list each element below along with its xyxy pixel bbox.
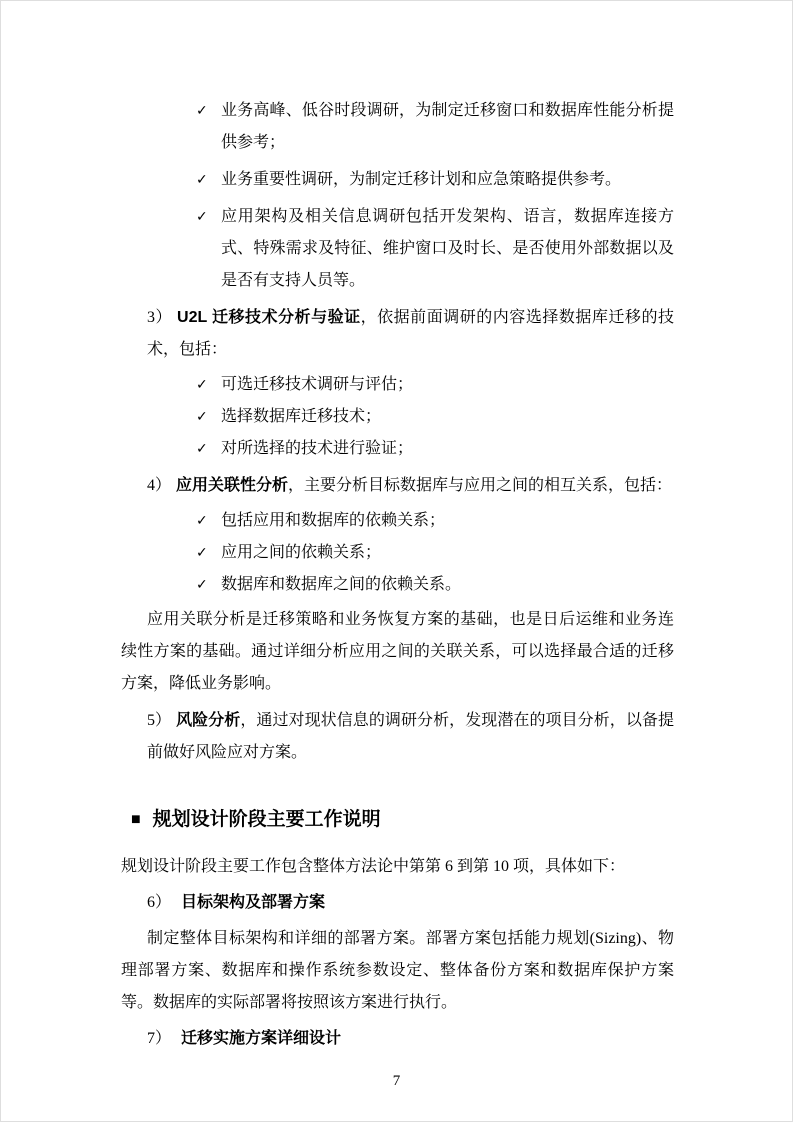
list-item-text: 包括应用和数据库的依赖关系；	[221, 512, 446, 529]
list-item-text: 应用之间的依赖关系；	[221, 544, 382, 561]
item-number: 4）	[147, 477, 172, 494]
list-item-text: 对所选择的技术进行验证；	[221, 440, 414, 457]
item-4-bullet-list	[121, 505, 674, 601]
survey-bullet-list	[121, 95, 674, 297]
section-heading	[121, 805, 674, 835]
square-bullet-icon: ■	[131, 811, 141, 828]
list-item	[121, 201, 674, 297]
item-title: 风险分析	[176, 712, 241, 729]
numbered-item-5	[121, 705, 674, 769]
list-item-text: 应用架构及相关信息调研包括开发架构、语言，数据库连接方式、特殊需求及特征、维护窗口及时长、是否使用外部数据以及是否有支持人员等。	[221, 208, 674, 289]
association-analysis-paragraph: 应用关联分析是迁移策略和业务恢复方案的基础，也是日后运维和业务连续性方案的基础。通过详细分析应用之间的关联关系，可以选择最合适的迁移方案，降低业务影响。	[121, 611, 674, 692]
item-title: 目标架构及部署方案	[181, 894, 326, 911]
checkmark-icon: ✓	[196, 209, 208, 225]
item-text: ，依据前面调研的内容选择数据库迁移的技术，包括：	[147, 309, 674, 358]
list-item-text: 可选迁移技术调研与评估；	[221, 376, 414, 393]
item-title: U2L 迁移技术分析与验证	[177, 309, 361, 326]
page-number: 7	[392, 1073, 401, 1089]
list-item	[121, 164, 674, 196]
item-3-bullet-list	[121, 369, 674, 465]
section-heading-text: 规划设计阶段主要工作说明	[152, 809, 381, 830]
item-text: ，主要分析目标数据库与应用之间的相互关系，包括：	[288, 477, 673, 494]
numbered-item-3	[121, 302, 674, 366]
item-number: 7）	[147, 1030, 172, 1047]
list-item	[121, 369, 674, 401]
item-number: 6）	[147, 894, 172, 911]
list-item	[121, 401, 674, 433]
numbered-item-4	[121, 470, 674, 502]
checkmark-icon: ✓	[196, 172, 208, 188]
checkmark-icon: ✓	[196, 409, 208, 425]
deployment-plan-paragraph: 制定整体目标架构和详细的部署方案。部署方案包括能力规划(Sizing)、物理部署方案、数据库和操作系统参数设定、整体备份方案和数据库保护方案等。数据库的实际部署将按照该方案进行执行。	[121, 930, 674, 1011]
numbered-item-7	[121, 1023, 674, 1055]
item-title: 迁移实施方案详细设计	[181, 1030, 342, 1047]
list-item	[121, 95, 674, 159]
checkmark-icon: ✓	[196, 103, 208, 119]
planning-intro-paragraph: 规划设计阶段主要工作包含整体方法论中第第 6 到第 10 项，具体如下：	[121, 858, 626, 875]
checkmark-icon: ✓	[196, 513, 208, 529]
list-item	[121, 569, 674, 601]
page-content	[121, 95, 674, 1058]
list-item-text: 数据库和数据库之间的依赖关系。	[221, 576, 462, 593]
checkmark-icon: ✓	[196, 377, 208, 393]
numbered-item-6	[121, 887, 674, 919]
list-item-text: 业务重要性调研，为制定迁移计划和应急策略提供参考。	[221, 171, 622, 188]
list-item-text: 业务高峰、低谷时段调研，为制定迁移窗口和数据库性能分析提供参考；	[221, 102, 674, 151]
list-item	[121, 537, 674, 569]
checkmark-icon: ✓	[196, 441, 208, 457]
item-number: 3）	[147, 309, 173, 326]
item-title: 应用关联性分析	[176, 477, 289, 494]
list-item	[121, 433, 674, 465]
checkmark-icon: ✓	[196, 577, 208, 593]
item-text: ，通过对现状信息的调研分析，发现潜在的项目分析，以备提前做好风险应对方案。	[147, 712, 674, 761]
checkmark-icon: ✓	[196, 545, 208, 561]
item-number: 5）	[147, 712, 172, 729]
list-item	[121, 505, 674, 537]
list-item-text: 选择数据库迁移技术；	[221, 408, 382, 425]
